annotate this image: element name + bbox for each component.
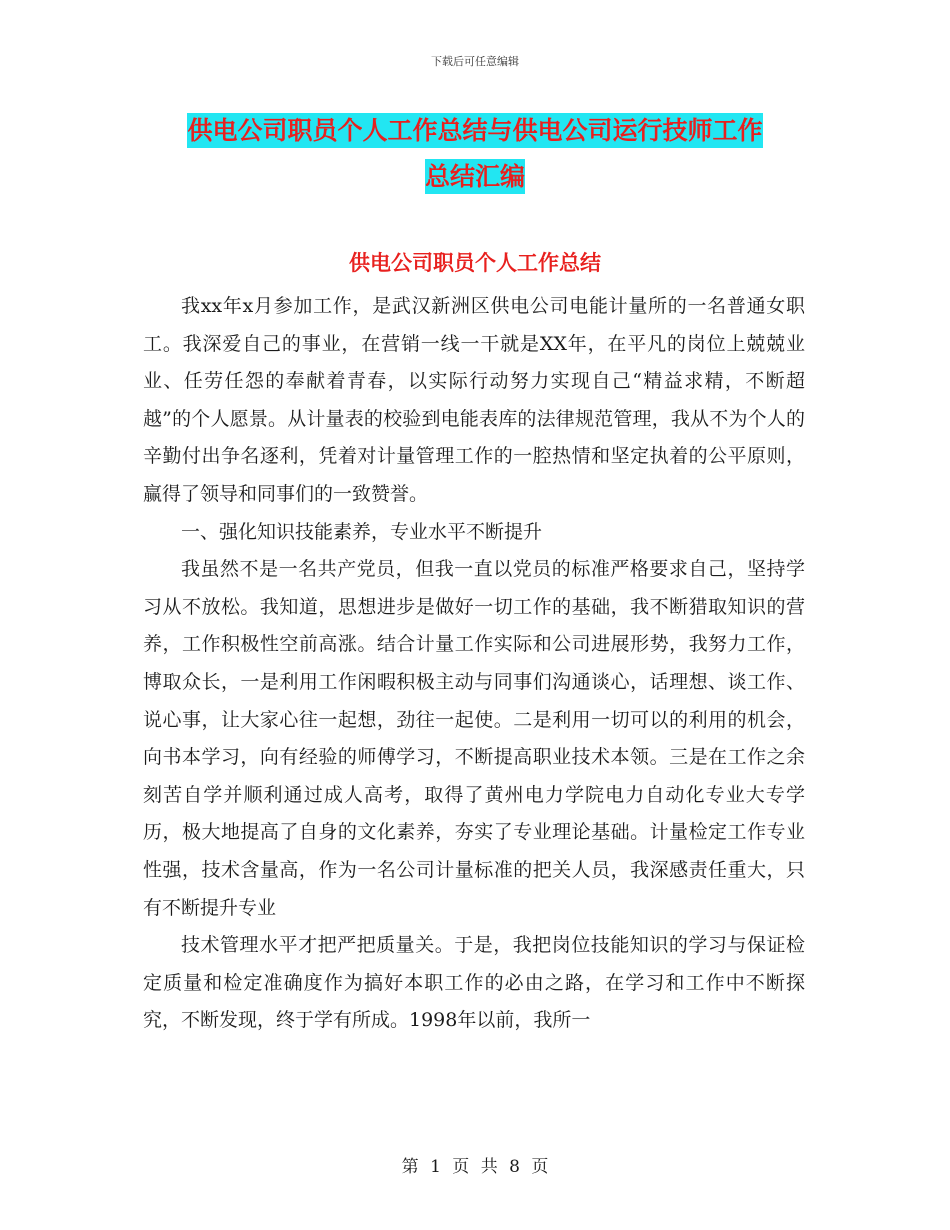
paragraph: 技术管理水平才把严把质量关。于是，我把岗位技能知识的学习与保证检定质量和检定准确度作为搞好本职工作的必由之路，在学习和工作中不断探究，不断发现，终于学有所成。1998年以前，我所一	[143, 934, 805, 1032]
body-text	[143, 288, 805, 1040]
page-footer: 第 1 页 共 8 页	[401, 1157, 549, 1177]
header-note: 下载后可任意编辑	[431, 55, 519, 68]
document-title	[0, 108, 950, 200]
section-heading: 一、强化知识技能素养，专业水平不断提升	[181, 520, 543, 543]
paragraph: 我虽然不是一名共产党员，但我一直以党员的标准严格要求自己，坚持学习从不放松。我知道，思想进步是做好一切工作的基础，我不断猎取知识的营养，工作积极性空前高涨。结合计量工作实际和公司进展形势，我努力工作，博取众长，一是利用工作闲暇积极主动与同事们沟通谈心，话理想、谈工作、说心事，让大家心往一起想，劲往一起使。二是利用一切可以的利用的机会，向书本学习，向有经验的师傅学习，不断提高职业技术本领。三是在工作之余刻苦自学并顺利通过成人高考，取得了黄州电力学院电力自动化专业大专学历，极大地提高了自身的文化素养，夯实了专业理论基础。计量检定工作专业性强，技术含量高，作为一名公司计量标准的把关人员，我深感责任重大，只有不断提升专业	[143, 558, 805, 919]
title-line-1: 供电公司职员个人工作总结与供电公司运行技师工作	[187, 113, 762, 148]
title-line-2: 总结汇编	[425, 159, 525, 194]
paragraph: 我xx年x月参加工作，是武汉新洲区供电公司电能计量所的一名普通女职工。我深爱自己的事业，在营销一线一干就是XX年，在平凡的岗位上兢兢业业、任劳任怨的奉献着青春，以实际行动努力实现自己“精益求精，不断超越”的个人愿景。从计量表的校验到电能表库的法律规范管理，我从不为个人的辛勤付出争名逐利，凭着对计量管理工作的一腔热情和坚定执着的公平原则，赢得了领导和同事们的一致赞誉。	[143, 295, 805, 505]
section-title: 供电公司职员个人工作总结	[349, 251, 601, 275]
